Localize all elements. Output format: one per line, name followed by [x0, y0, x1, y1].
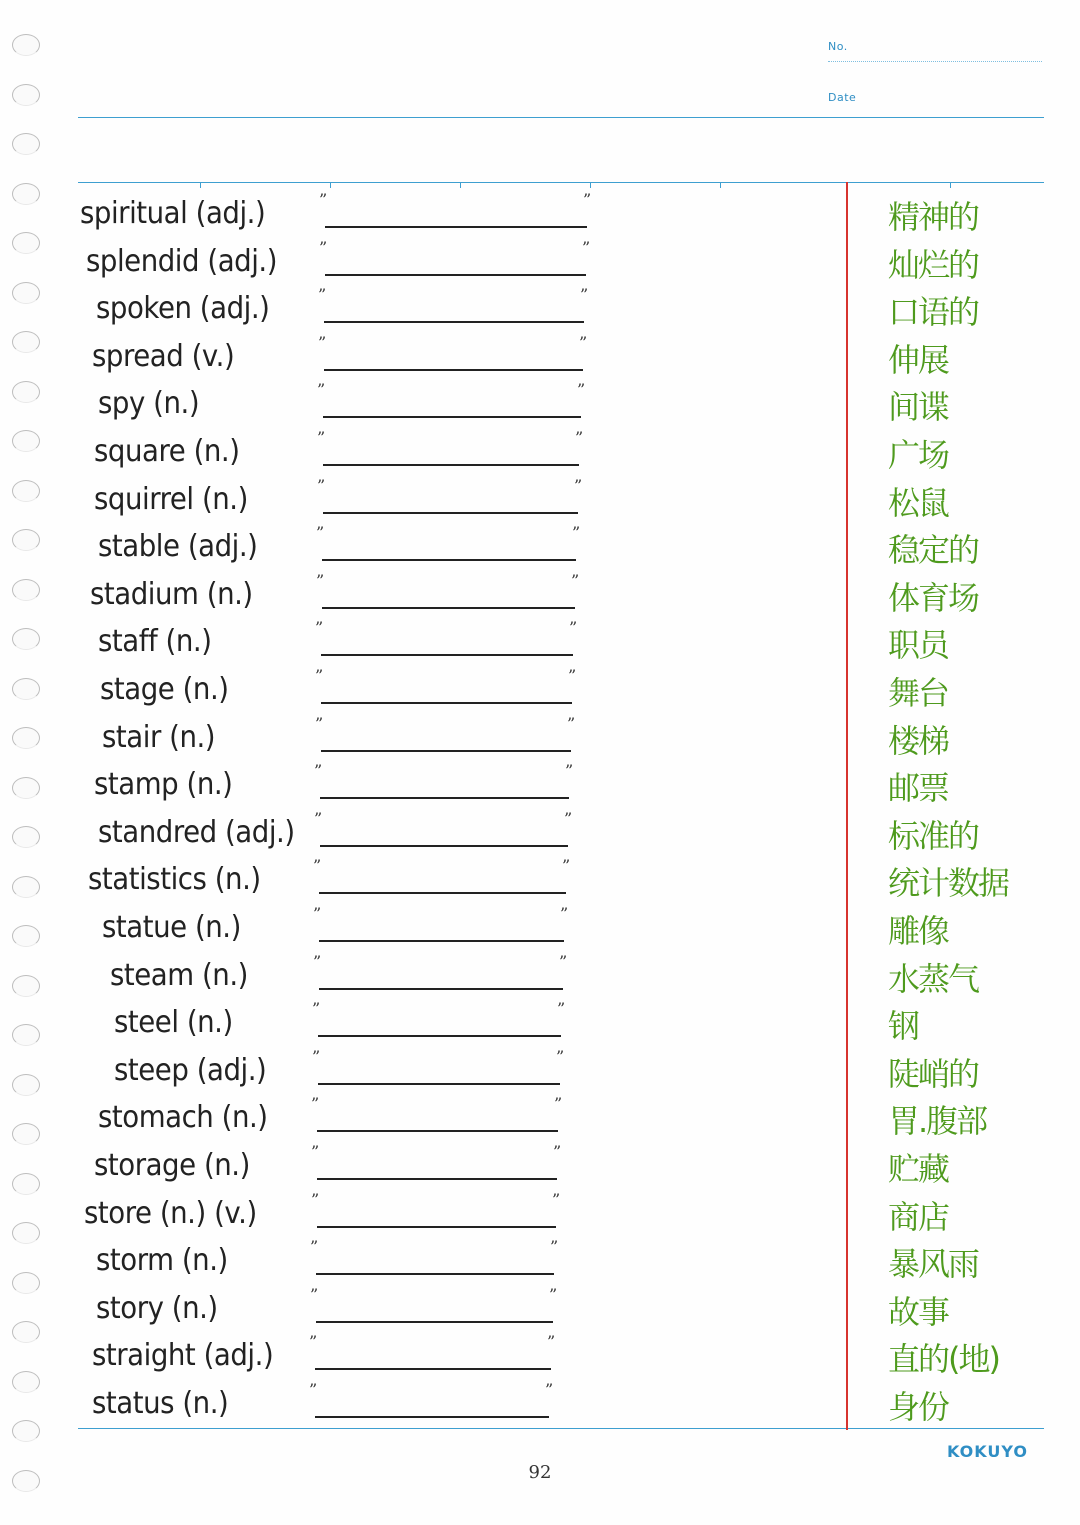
answer-blank-line [322, 607, 575, 609]
ruler-tick [330, 182, 331, 188]
binder-hole [12, 876, 40, 898]
english-word: spread (v.) [92, 338, 235, 374]
ditto-mark: ” [318, 285, 327, 305]
binder-hole [12, 975, 40, 997]
number-dotted-line [828, 61, 1042, 62]
chinese-meaning: 精神的 [888, 198, 979, 236]
binder-hole [12, 1321, 40, 1343]
chinese-meaning: 舞台 [888, 674, 949, 712]
binder-hole [12, 826, 40, 848]
vocab-row [78, 523, 1044, 571]
ditto-mark: ” [559, 951, 568, 971]
chinese-meaning: 故事 [888, 1292, 949, 1331]
answer-blank-line [320, 845, 568, 847]
ditto-mark: ” [317, 475, 326, 495]
ditto-mark: ” [577, 380, 586, 400]
chinese-meaning: 口语的 [888, 293, 979, 332]
binder-hole [12, 183, 40, 205]
chinese-meaning: 松鼠 [888, 483, 949, 522]
chinese-meaning: 直的(地) [888, 1340, 999, 1379]
ruler-tick [200, 182, 201, 188]
vocab-row [78, 618, 1044, 666]
ditto-mark: ” [556, 1046, 565, 1066]
english-word: status (n.) [92, 1386, 229, 1421]
binder-hole [12, 579, 40, 601]
ruler-tick [720, 182, 721, 188]
binder-hole [12, 777, 40, 799]
english-word: stage (n.) [100, 672, 229, 707]
ditto-mark: ” [549, 1284, 558, 1304]
answer-blank-line [319, 940, 564, 942]
binder-hole [12, 1371, 40, 1393]
answer-blank-line [318, 1035, 561, 1037]
ditto-mark: ” [560, 904, 569, 923]
ditto-mark: ” [572, 523, 581, 543]
binder-hole [12, 232, 40, 254]
binder-hole [12, 34, 40, 56]
english-word: steep (adj.) [114, 1052, 267, 1088]
chinese-meaning: 邮票 [888, 769, 949, 808]
english-word: storage (n.) [94, 1148, 250, 1183]
english-word: stair (n.) [102, 719, 216, 755]
chinese-meaning: 统计数据 [888, 864, 1009, 903]
english-word: story (n.) [96, 1290, 218, 1326]
answer-blank-line [321, 702, 572, 704]
ditto-mark: ” [311, 1189, 320, 1209]
answer-blank-line [323, 512, 578, 514]
vocab-row [78, 1332, 1044, 1380]
binder-hole [12, 1420, 40, 1442]
ditto-mark: ” [562, 856, 571, 876]
vocab-row [78, 428, 1044, 476]
ruler-tick [950, 182, 951, 188]
vocab-row [78, 1142, 1044, 1190]
ditto-mark: ” [545, 1380, 554, 1399]
ditto-mark: ” [309, 1380, 318, 1399]
ditto-mark: ” [565, 761, 574, 781]
answer-blank-line [321, 654, 573, 656]
ditto-mark: ” [314, 808, 323, 828]
answer-blank-line [316, 1321, 553, 1323]
answer-blank-line [325, 226, 587, 228]
ditto-mark: ” [580, 285, 589, 305]
ruler-tick [590, 182, 591, 188]
vocab-row [78, 1285, 1044, 1333]
ditto-mark: ” [310, 1284, 319, 1304]
english-word: squirrel (n.) [94, 481, 248, 517]
ditto-mark: ” [311, 1142, 320, 1161]
ditto-mark: ” [568, 666, 577, 685]
binder-hole [12, 331, 40, 353]
top-rule [78, 182, 1044, 183]
answer-blank-line [319, 892, 566, 894]
chinese-meaning: 间谍 [888, 388, 949, 427]
english-word: straight (adj.) [92, 1338, 274, 1374]
vocab-row [78, 809, 1044, 857]
answer-blank-line [323, 416, 581, 418]
ditto-mark: ” [313, 856, 322, 876]
chinese-meaning: 广场 [888, 436, 949, 474]
binder-hole [12, 480, 40, 502]
chinese-meaning: 身份 [888, 1388, 949, 1426]
ruler-tick [460, 182, 461, 188]
ditto-mark: ” [315, 666, 324, 685]
answer-blank-line [317, 1130, 558, 1132]
brand-logo: KOKUYO [946, 1442, 1028, 1461]
binder-hole [12, 529, 40, 551]
ditto-mark: ” [552, 1189, 561, 1209]
binder-hole [12, 925, 40, 947]
binder-hole [12, 1074, 40, 1096]
chinese-meaning: 稳定的 [888, 531, 979, 570]
ditto-mark: ” [567, 713, 576, 733]
ditto-mark: ” [319, 190, 328, 209]
chinese-meaning: 陡峭的 [888, 1054, 979, 1093]
header-rule [78, 117, 1044, 118]
english-word: statistics (n.) [88, 862, 261, 898]
binder-hole [12, 381, 40, 403]
binder-hole [12, 1272, 40, 1294]
vocab-row [78, 761, 1044, 809]
english-word: statue (n.) [102, 910, 241, 945]
binder-hole [12, 430, 40, 452]
date-label: Date [828, 91, 857, 104]
binder-hole [12, 1222, 40, 1244]
ditto-mark: ” [582, 237, 591, 257]
ditto-mark: ” [315, 713, 324, 733]
answer-blank-line [315, 1416, 549, 1418]
binder-hole [12, 133, 40, 155]
english-word: spoken (adj.) [96, 291, 270, 327]
page-number: 92 [528, 1462, 552, 1483]
english-word: stable (adj.) [98, 529, 258, 565]
ditto-mark: ” [310, 1237, 319, 1257]
chinese-meaning: 体育场 [888, 578, 979, 617]
answer-blank-line [320, 797, 569, 799]
chinese-meaning: 水蒸气 [888, 959, 979, 998]
vocab-row [78, 1190, 1044, 1238]
binder-hole [12, 84, 40, 106]
number-label: No. [828, 40, 848, 53]
bottom-rule [78, 1428, 1044, 1429]
ditto-mark: ” [315, 618, 324, 638]
binder-hole [12, 282, 40, 304]
ditto-mark: ” [316, 523, 325, 543]
english-word: stadium (n.) [90, 576, 253, 612]
ditto-mark: ” [583, 190, 592, 209]
ditto-mark: ” [316, 570, 325, 590]
chinese-meaning: 灿烂的 [888, 245, 979, 284]
ditto-mark: ” [309, 1332, 318, 1352]
answer-blank-line [318, 1083, 560, 1085]
ditto-mark: ” [569, 618, 578, 638]
ditto-mark: ” [312, 1046, 321, 1066]
answer-blank-line [323, 464, 579, 466]
vocab-row [78, 380, 1044, 428]
english-word: stamp (n.) [94, 767, 233, 803]
ditto-mark: ” [557, 999, 566, 1019]
vocab-row [78, 1237, 1044, 1285]
answer-blank-line [319, 988, 563, 990]
english-word: square (n.) [94, 434, 240, 469]
ditto-mark: ” [550, 1237, 559, 1257]
ditto-mark: ” [312, 999, 321, 1019]
vocab-row [78, 190, 1044, 238]
chinese-meaning: 暴风雨 [888, 1245, 979, 1284]
english-word: spiritual (adj.) [80, 196, 266, 231]
answer-blank-line [324, 369, 583, 371]
english-word: splendid (adj.) [86, 243, 278, 279]
ditto-mark: ” [564, 808, 573, 828]
ditto-mark: ” [319, 237, 328, 257]
vocab-row [78, 571, 1044, 619]
answer-blank-line [321, 750, 571, 752]
chinese-meaning: 雕像 [888, 912, 949, 950]
answer-blank-line [316, 1273, 554, 1275]
chinese-meaning: 标准的 [888, 816, 979, 855]
answer-blank-line [317, 1226, 556, 1228]
english-word: store (n.) (v.) [84, 1195, 257, 1231]
vocab-row [78, 714, 1044, 762]
vocab-row [78, 999, 1044, 1047]
chinese-meaning: 职员 [888, 626, 949, 665]
english-word: spy (n.) [98, 386, 200, 422]
ditto-mark: ” [571, 570, 580, 590]
binder-hole [12, 678, 40, 700]
chinese-meaning: 胃.腹部 [888, 1102, 987, 1141]
english-word: steam (n.) [110, 957, 248, 993]
english-word: standred (adj.) [98, 814, 295, 850]
vocab-row [78, 1094, 1044, 1142]
chinese-meaning: 钢 [888, 1007, 919, 1046]
vocab-row [78, 476, 1044, 524]
vocab-row [78, 952, 1044, 1000]
binder-hole [12, 628, 40, 650]
vocab-row [78, 1047, 1044, 1095]
answer-blank-line [317, 1178, 557, 1180]
english-word: storm (n.) [96, 1243, 228, 1279]
ditto-mark: ” [579, 332, 588, 352]
chinese-meaning: 伸展 [888, 340, 949, 379]
ditto-mark: ” [311, 1094, 320, 1114]
ditto-mark: ” [575, 428, 584, 447]
vocab-row [78, 1380, 1044, 1428]
ditto-mark: ” [318, 332, 327, 352]
answer-blank-line [324, 321, 584, 323]
vocab-row [78, 333, 1044, 381]
answer-blank-line [325, 274, 586, 276]
ditto-mark: ” [574, 475, 583, 495]
ditto-mark: ” [314, 761, 323, 781]
binder-hole [12, 1024, 40, 1046]
binder-hole [12, 727, 40, 749]
vocab-row [78, 285, 1044, 333]
ditto-mark: ” [313, 951, 322, 971]
ditto-mark: ” [554, 1094, 563, 1114]
vocab-row [78, 904, 1044, 952]
english-word: stomach (n.) [98, 1100, 268, 1136]
vocab-row [78, 666, 1044, 714]
answer-blank-line [322, 559, 576, 561]
ditto-mark: ” [317, 428, 326, 447]
ditto-mark: ” [547, 1332, 556, 1352]
ditto-mark: ” [553, 1142, 562, 1161]
ditto-mark: ” [317, 380, 326, 400]
vocab-row [78, 238, 1044, 286]
chinese-meaning: 楼梯 [888, 721, 949, 760]
binder-holes [12, 34, 42, 1519]
binder-hole [12, 1173, 40, 1195]
chinese-meaning: 商店 [888, 1197, 949, 1236]
ditto-mark: ” [313, 904, 322, 923]
vocab-row [78, 856, 1044, 904]
chinese-meaning: 贮藏 [888, 1150, 949, 1188]
english-word: steel (n.) [114, 1005, 233, 1041]
english-word: staff (n.) [98, 624, 212, 660]
answer-blank-line [315, 1368, 551, 1370]
binder-hole [12, 1123, 40, 1145]
